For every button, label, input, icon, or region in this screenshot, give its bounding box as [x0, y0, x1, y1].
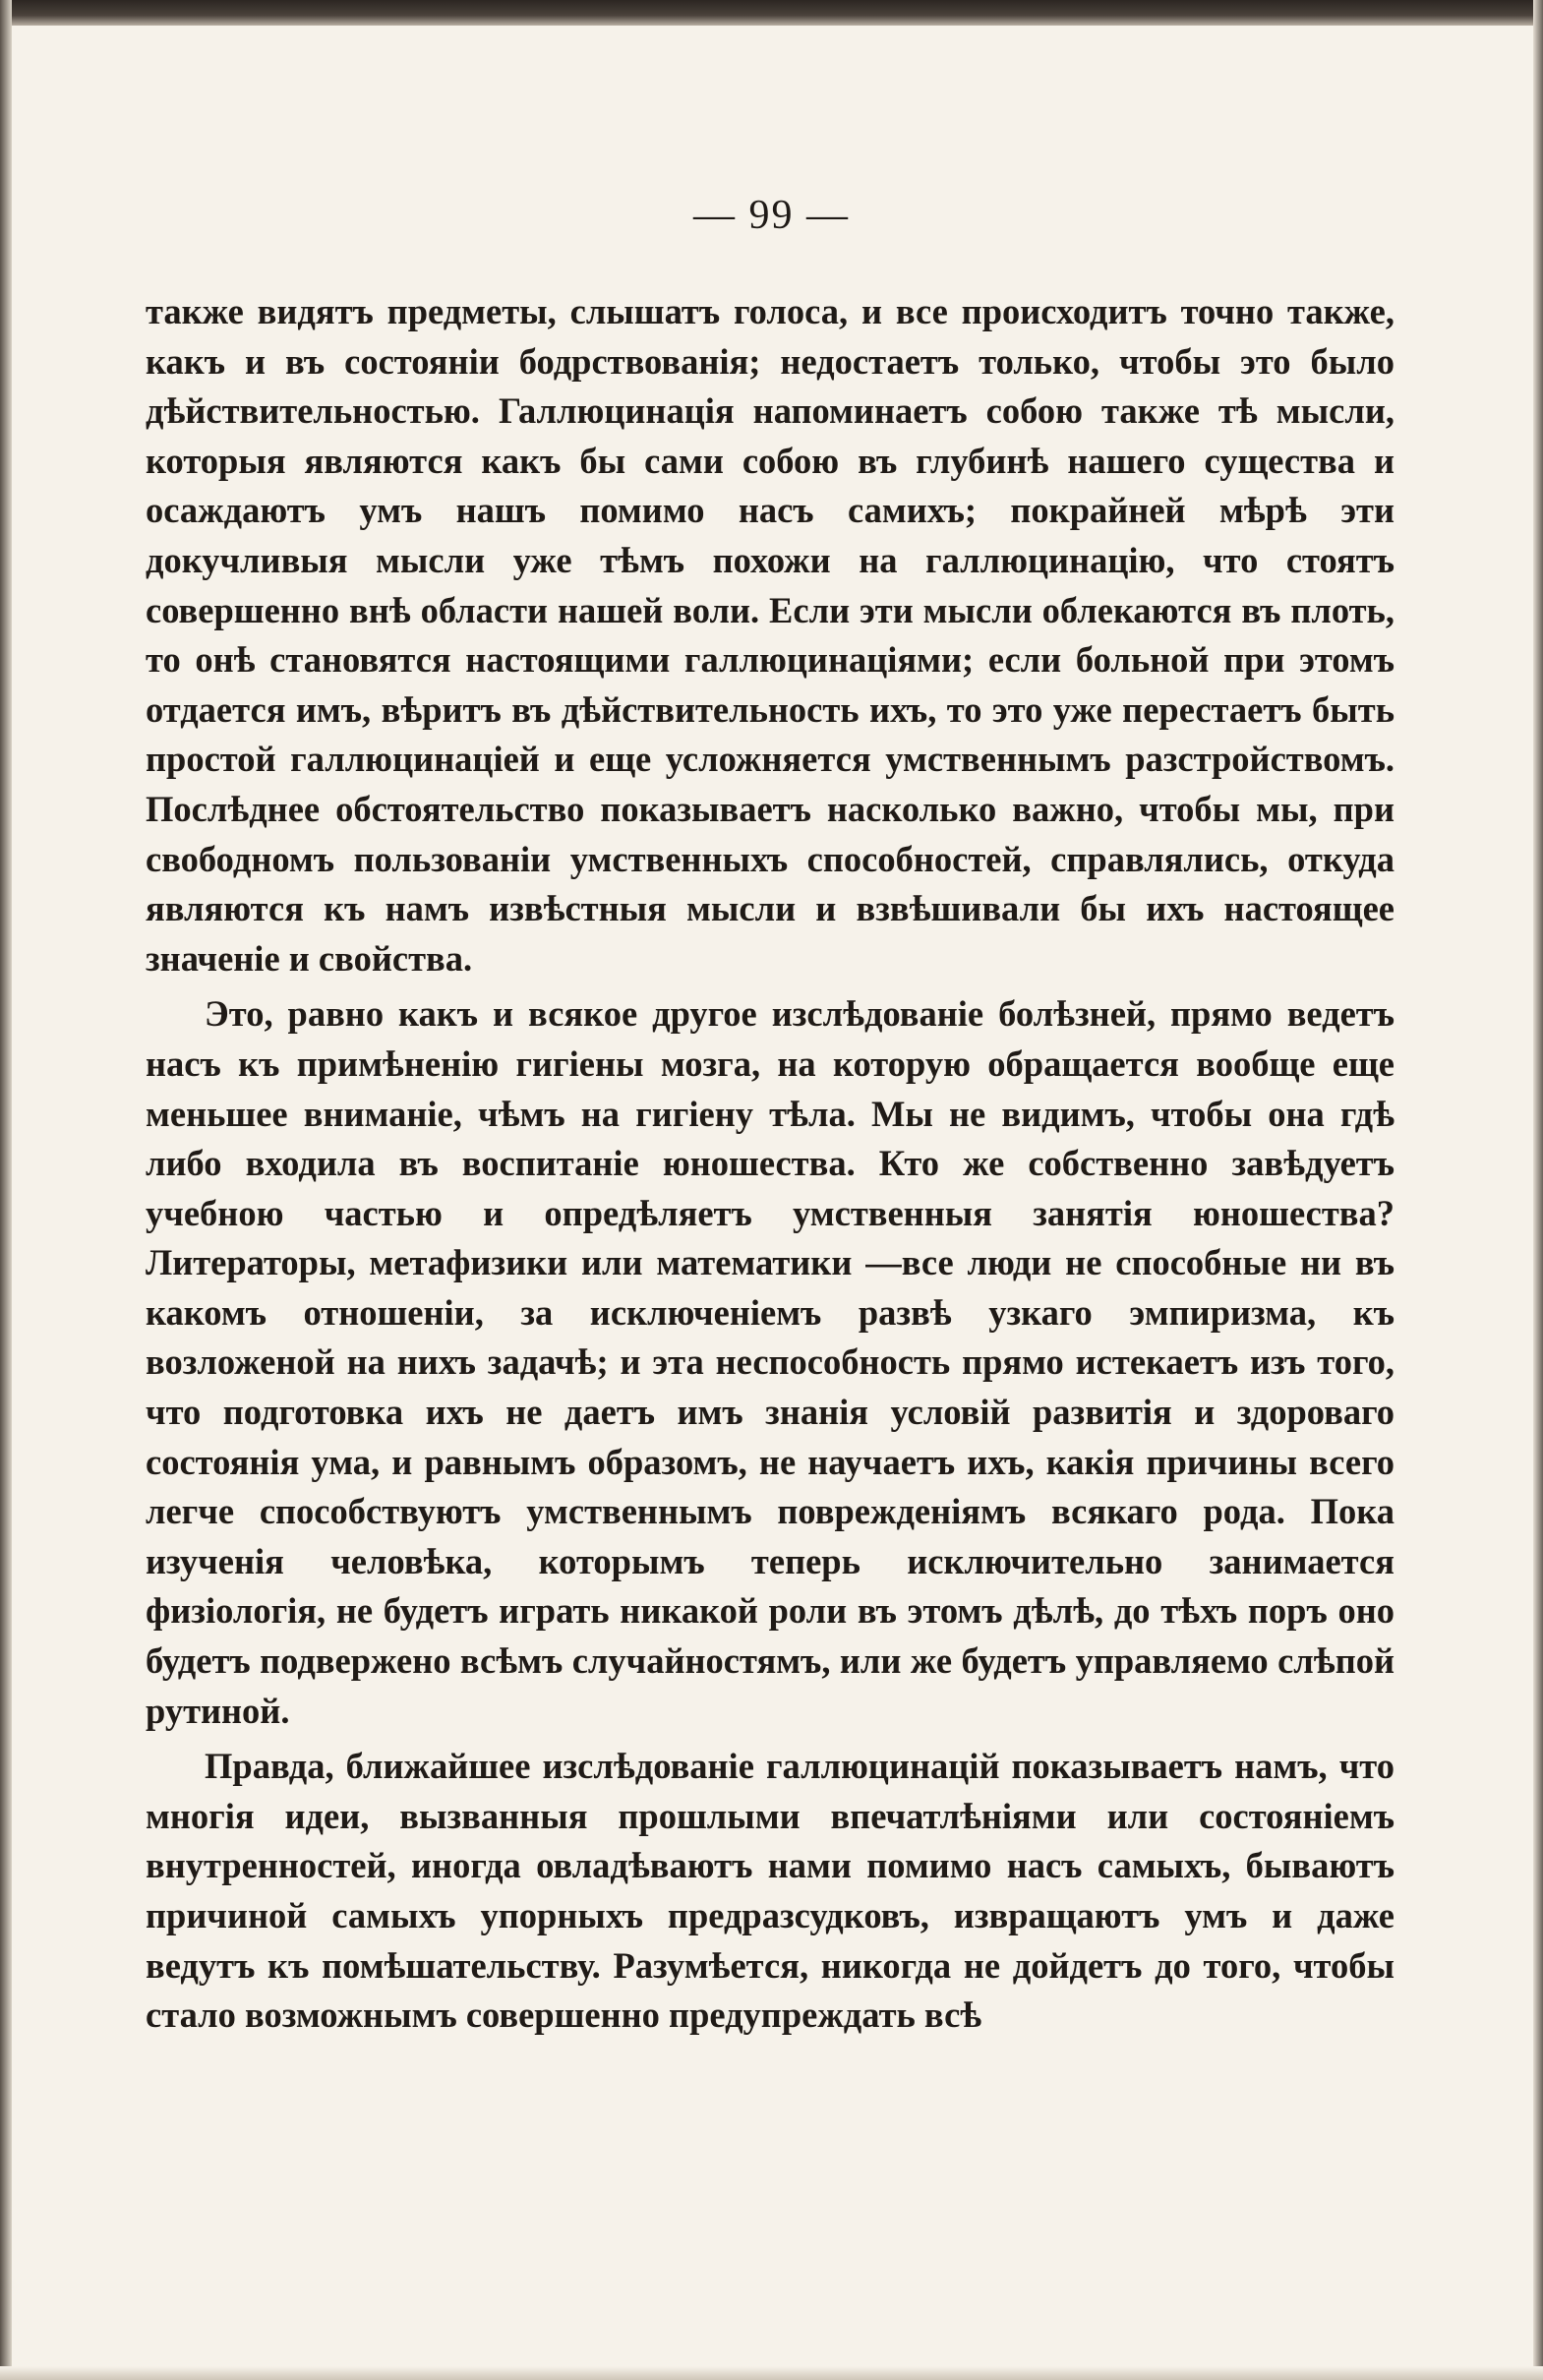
page-body	[146, 287, 1395, 2041]
paragraph-1: также видятъ предметы, слышатъ голоса, и все происходитъ точно также, какъ и въ состояніи бодрствованія; недостаетъ только, чтобы это было дѣйствительностью. Галлюцинація напоминаетъ собою также тѣ мысли, которыя являются какъ бы сами собою въ глубинѣ нашего существа и осаждаютъ умъ нашъ помимо насъ самихъ; покрайней мѣрѣ эти докучливыя мысли уже тѣмъ похожи на галлюцинацію, что стоятъ совершенно внѣ области нашей воли. Если эти мысли облекаются въ плоть, то онѣ становятся настоящими галлюцинаціями; если больной при этомъ отдается имъ, вѣритъ въ дѣйствительность ихъ, то это уже перестаетъ быть простой галлюцинаціей и еще усложняется умственнымъ разстройствомъ. Послѣднее обстоятельство показываетъ насколько важно, чтобы мы, при свободномъ пользованіи умственныхъ способностей, справлялись, откуда являются къ намъ извѣстныя мысли и взвѣшивали бы ихъ настоящее значеніе и свойства.	[146, 291, 1395, 979]
paragraph-2: Это, равно какъ и всякое другое изслѣдованіе болѣзней, прямо ведетъ насъ къ примѣненію гигіены мозга, на которую обращается вообще еще меньшее вниманіе, чѣмъ на гигіену тѣла. Мы не видимъ, чтобы она гдѣ либо входила въ воспитаніе юношества. Кто же собственно завѣдуетъ учебною частью и опредѣляетъ умственныя занятія юношества? Литераторы, метафизики или математики —все люди не способные ни въ какомъ отношеніи, за исключеніемъ развѣ узкаго эмпиризма, къ возложеной на нихъ задачѣ; и эта неспособность прямо истекаетъ изъ того, что подготовка ихъ не даетъ имъ знанія условій развитія и здороваго состоянія ума, и равнымъ образомъ, не научаетъ ихъ, какія причины всего легче способствуютъ умственнымъ поврежденіямъ всякаго рода. Пока изученія человѣка, которымъ теперь исключительно занимается физіологія, не будетъ играть никакой роли въ этомъ дѣлѣ, до тѣхъ поръ оно будетъ подвержено всѣмъ случайностямъ, или же будетъ управляемо слѣпой рутиной.	[146, 993, 1395, 1731]
paragraph-3: Правда, ближайшее изслѣдованіе галлюцинацій показываетъ намъ, что многія идеи, вызванныя прошлыми впечатлѣніями или состояніемъ внутренностей, иногда овладѣваютъ нами помимо насъ самыхъ, бываютъ причиной самыхъ упорныхъ предразсудковъ, извращаютъ умъ и даже ведутъ къ помѣшательству. Разумѣется, никогда не дойдетъ до того, чтобы стало возможнымъ совершенно предупреждать всѣ	[146, 1746, 1395, 2036]
scan-top-edge	[0, 0, 1543, 26]
scan-left-edge	[0, 0, 12, 2380]
scan-right-edge	[1533, 0, 1543, 2380]
page-number: — 99 —	[693, 193, 850, 238]
scan-bottom-edge	[0, 2366, 1543, 2380]
